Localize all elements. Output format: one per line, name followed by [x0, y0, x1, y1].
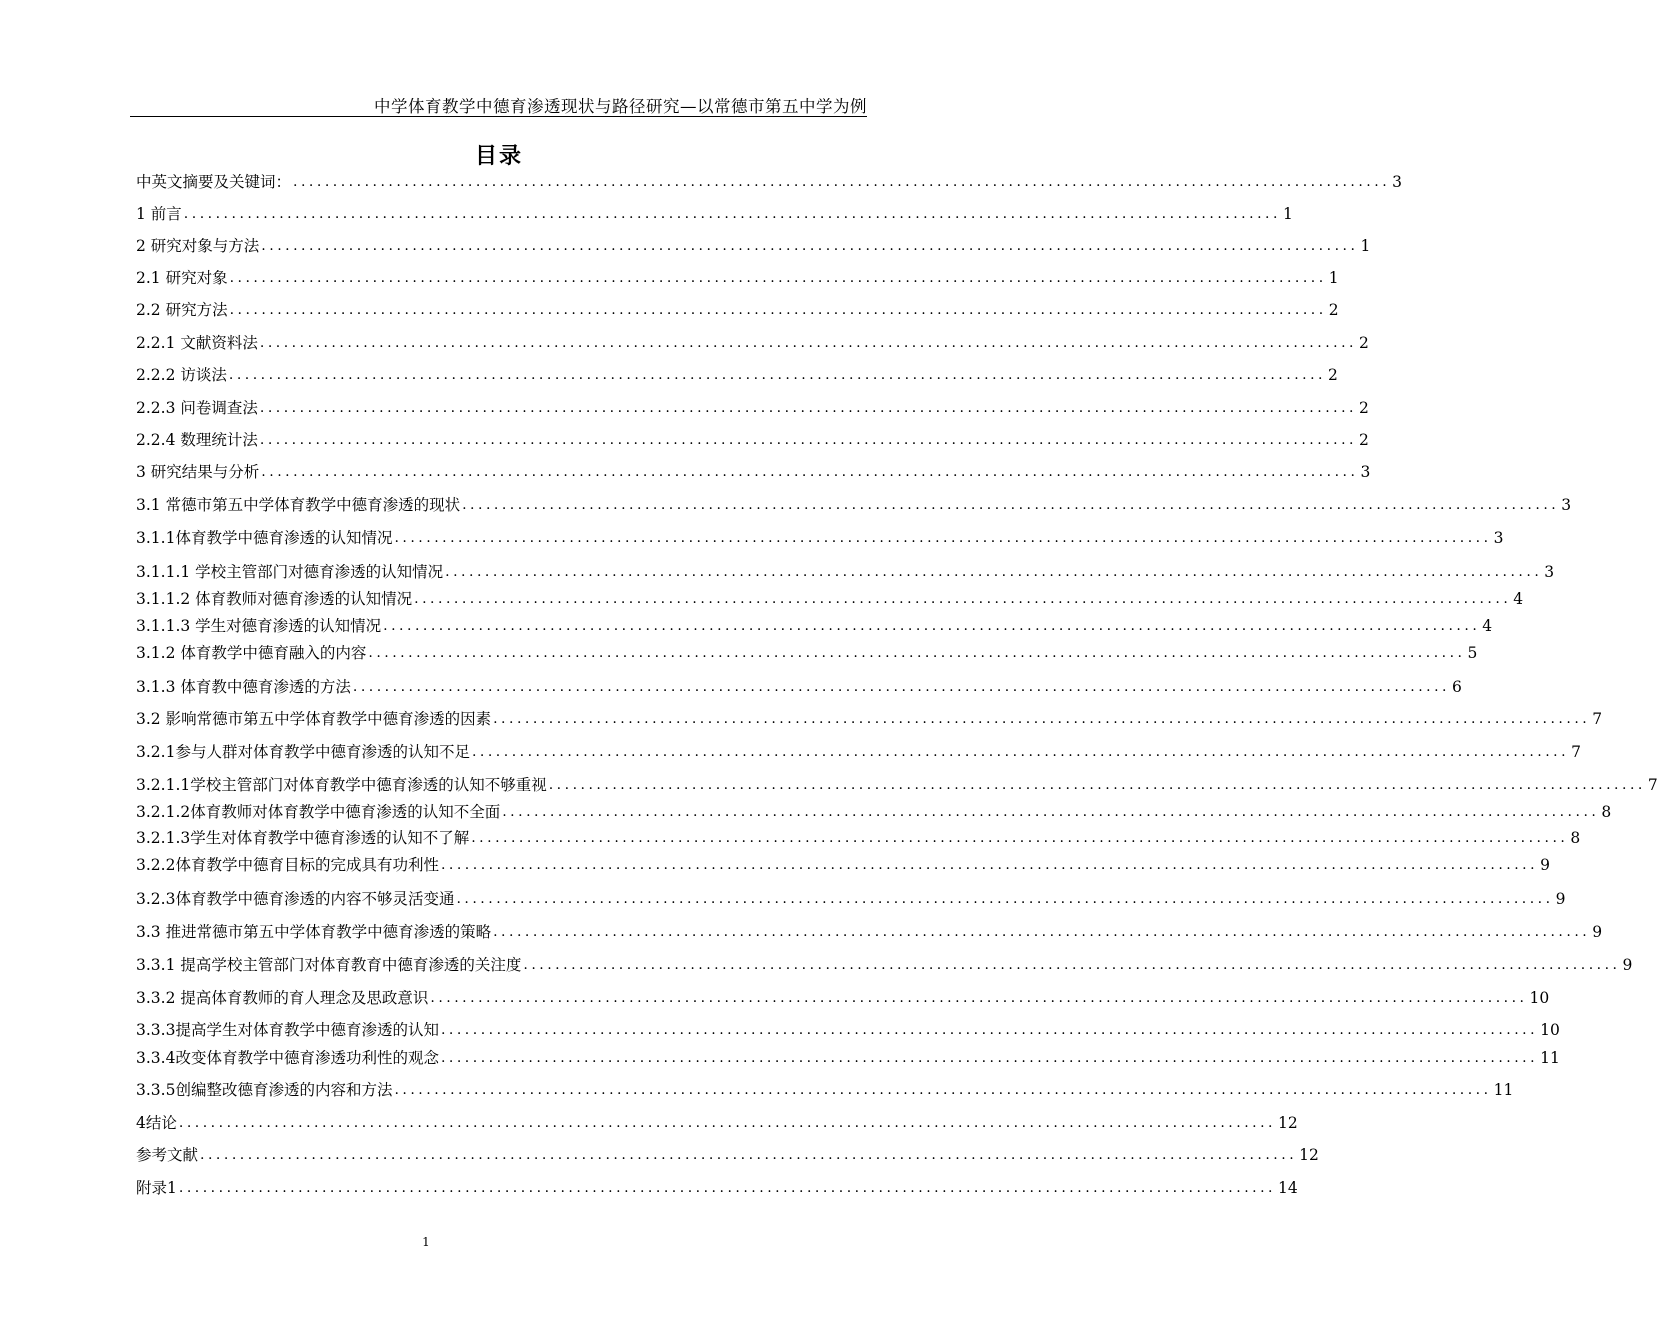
toc-entry-label: 3.3.2 提高体育教师的育人理念及思政意识 [136, 989, 429, 1007]
toc-entry-page: 9 [1592, 923, 1603, 941]
toc-leader-dots: .......................................................................................................................................... [229, 302, 1327, 318]
toc-entry[interactable] [136, 363, 1338, 385]
toc-entry-page: 1 [1360, 237, 1371, 255]
toc-leader-dots: .......................................................................................................................................... [394, 1082, 1492, 1098]
toc-entry-page: 2 [1359, 431, 1369, 449]
toc-leader-dots: .......................................................................................................................................... [502, 804, 1600, 820]
toc-entry-page: 12 [1299, 1146, 1319, 1164]
toc-entry-label: 2.2.3 问卷调查法 [136, 399, 258, 417]
toc-leader-dots: .......................................................................................................................................... [383, 618, 1481, 634]
toc-list [136, 0, 1658, 1300]
toc-entry-label: 参考文献 [136, 1146, 199, 1164]
toc-entry-label: 3.3.3提高学生对体育教学中德育渗透的认知 [136, 1021, 439, 1039]
toc-entry-page: 5 [1467, 644, 1478, 662]
page-number: 1 [422, 1235, 430, 1249]
toc-entry-label: 3.1.2 体育教学中德育融入的内容 [136, 644, 367, 662]
toc-leader-dots: .......................................................................................................................................... [493, 924, 1591, 940]
toc-entry-page: 9 [1540, 856, 1550, 874]
toc-entry-label: 2.1 研究对象 [136, 269, 228, 287]
toc-leader-dots: .......................................................................................................................................... [523, 957, 1621, 973]
toc-entry-label: 3.1.1.1 学校主管部门对德育渗透的认知情况 [136, 563, 444, 581]
toc-entry[interactable] [136, 428, 1369, 450]
toc-leader-dots: .......................................................................................................................................... [493, 711, 1591, 727]
toc-entry-page: 2 [1359, 399, 1369, 417]
toc-entry[interactable] [136, 675, 1462, 697]
toc-entry-label: 2.2.4 数理统计法 [136, 431, 258, 449]
toc-entry[interactable] [136, 953, 1633, 975]
toc-entry-page: 4 [1482, 617, 1493, 635]
toc-leader-dots: .......................................................................................................................................... [200, 1147, 1298, 1163]
toc-leader-dots: .......................................................................................................................................... [183, 206, 1281, 222]
toc-leader-dots: .......................................................................................................................................... [261, 238, 1359, 254]
toc-entry-page: 2 [1359, 334, 1369, 352]
toc-entry-page: 1 [1328, 269, 1339, 287]
toc-entry[interactable] [136, 614, 1493, 636]
toc-title: 目录 [474, 144, 523, 169]
toc-entry[interactable] [136, 493, 1572, 515]
toc-leader-dots: .......................................................................................................................................... [259, 432, 1358, 448]
toc-leader-dots: .......................................................................................................................................... [228, 367, 1327, 383]
toc-entry[interactable] [136, 331, 1369, 353]
toc-leader-dots: .......................................................................................................................................... [414, 591, 1512, 607]
toc-entry-page: 10 [1529, 989, 1550, 1007]
toc-entry-page: 7 [1647, 776, 1658, 794]
toc-entry-label: 3.2.1.1学校主管部门对体育教学中德育渗透的认知不够重视 [136, 776, 547, 794]
toc-leader-dots: .......................................................................................................................................... [456, 891, 1554, 907]
toc-entry-label: 3.1 常德市第五中学体育教学中德育渗透的现状 [136, 496, 461, 514]
toc-leader-dots: .......................................................................................................................................... [440, 857, 1539, 873]
toc-entry[interactable] [136, 800, 1612, 822]
toc-leader-dots: .......................................................................................................................................... [471, 830, 1569, 846]
toc-entry-page: 3 [1561, 496, 1572, 514]
toc-leader-dots: .......................................................................................................................................... [229, 270, 1327, 286]
toc-entry-page: 11 [1540, 1049, 1560, 1067]
toc-entry-label: 附录1 [136, 1179, 177, 1197]
toc-entry[interactable] [136, 202, 1293, 224]
toc-entry-label: 3.2 影响常德市第五中学体育教学中德育渗透的因素 [136, 710, 492, 728]
toc-entry-label: 2.2.1 文献资料法 [136, 334, 258, 352]
toc-entry-page: 3 [1360, 463, 1371, 481]
toc-entry-label: 3.2.1参与人群对体育教学中德育渗透的认知不足 [136, 743, 470, 761]
toc-entry[interactable] [136, 266, 1339, 288]
toc-leader-dots: .......................................................................................................................................... [462, 497, 1560, 513]
toc-leader-dots: .......................................................................................................................................... [368, 645, 1466, 661]
toc-entry-page: 7 [1571, 743, 1581, 761]
toc-leader-dots: .......................................................................................................................................... [293, 174, 1391, 190]
toc-entry[interactable] [136, 560, 1555, 582]
toc-entry-label: 3.1.1体育教学中德育渗透的认知情况 [136, 529, 393, 547]
toc-entry-label: 3.2.1.3学生对体育教学中德育渗透的认知不了解 [136, 829, 470, 847]
toc-entry-page: 3 [1493, 529, 1504, 547]
toc-leader-dots: .......................................................................................................................................... [394, 530, 1492, 546]
toc-entry-label: 3.3.4改变体育教学中德育渗透功利性的观念 [136, 1049, 439, 1067]
toc-entry[interactable] [136, 826, 1581, 848]
toc-entry-label: 3.2.1.2体育教师对体育教学中德育渗透的认知不全面 [136, 803, 501, 821]
toc-entry[interactable] [136, 773, 1658, 795]
toc-leader-dots: .......................................................................................................................................... [259, 400, 1358, 416]
toc-entry-label: 3.1.3 体育教中德育渗透的方法 [136, 678, 351, 696]
toc-entry-label: 2.2 研究方法 [136, 301, 228, 319]
toc-entry[interactable] [136, 1018, 1560, 1040]
toc-leader-dots: .......................................................................................................................................... [261, 464, 1359, 480]
toc-entry[interactable] [136, 986, 1550, 1008]
toc-entry-label: 3.1.1.2 体育教师对德育渗透的认知情况 [136, 590, 413, 608]
toc-entry-label: 3.2.3体育教学中德育渗透的内容不够灵活变通 [136, 890, 455, 908]
toc-entry-page: 12 [1278, 1114, 1298, 1132]
toc-entry[interactable] [136, 526, 1504, 548]
toc-leader-dots: .......................................................................................................................................... [548, 777, 1646, 793]
toc-entry[interactable] [136, 170, 1403, 192]
toc-entry-page: 8 [1570, 829, 1581, 847]
toc-entry[interactable] [136, 1143, 1319, 1165]
toc-entry[interactable] [136, 1111, 1298, 1133]
toc-entry-label: 3.3 推进常德市第五中学体育教学中德育渗透的策略 [136, 923, 492, 941]
toc-entry-page: 11 [1493, 1081, 1514, 1099]
toc-leader-dots: .......................................................................................................................................... [178, 1115, 1277, 1131]
toc-entry-page: 9 [1622, 956, 1633, 974]
toc-leader-dots: .......................................................................................................................................... [352, 679, 1451, 695]
toc-entry[interactable] [136, 587, 1524, 609]
toc-entry-page: 9 [1555, 890, 1566, 908]
toc-leader-dots: .......................................................................................................................................... [471, 744, 1570, 760]
toc-entry[interactable] [136, 460, 1371, 482]
toc-entry-label: 4结论 [136, 1114, 177, 1132]
toc-entry-label: 2.2.2 访谈法 [136, 366, 227, 384]
toc-entry-page: 2 [1328, 301, 1339, 319]
toc-entry[interactable] [136, 234, 1371, 256]
toc-leader-dots: .......................................................................................................................................... [440, 1022, 1539, 1038]
toc-entry-page: 14 [1278, 1179, 1298, 1197]
toc-entry-page: 10 [1540, 1021, 1560, 1039]
toc-entry[interactable] [136, 740, 1581, 762]
toc-entry[interactable] [136, 1046, 1560, 1068]
toc-entry-label: 3.1.1.3 学生对德育渗透的认知情况 [136, 617, 382, 635]
toc-entry[interactable] [136, 641, 1478, 663]
toc-entry-page: 3 [1392, 173, 1403, 191]
toc-entry-page: 3 [1544, 563, 1555, 581]
toc-entry-page: 4 [1513, 590, 1524, 608]
toc-entry-label: 2 研究对象与方法 [136, 237, 260, 255]
toc-entry[interactable] [136, 707, 1603, 729]
toc-leader-dots: .......................................................................................................................................... [259, 335, 1358, 351]
toc-entry[interactable] [136, 1078, 1514, 1100]
toc-leader-dots: .......................................................................................................................................... [445, 564, 1543, 580]
toc-entry[interactable] [136, 920, 1603, 942]
toc-entry[interactable] [136, 853, 1550, 875]
toc-entry-label: 1 前言 [136, 205, 182, 223]
toc-entry[interactable] [136, 298, 1339, 320]
toc-leader-dots: .......................................................................................................................................... [430, 990, 1528, 1006]
toc-entry-label: 3.3.5创编整改德育渗透的内容和方法 [136, 1081, 393, 1099]
toc-entry-label: 中英文摘要及关键词： [136, 173, 292, 191]
toc-entry-page: 6 [1452, 678, 1462, 696]
toc-entry-page: 1 [1282, 205, 1293, 223]
toc-entry[interactable] [136, 1176, 1298, 1198]
toc-leader-dots: .......................................................................................................................................... [440, 1050, 1539, 1066]
toc-entry[interactable] [136, 396, 1369, 418]
toc-entry-page: 2 [1328, 366, 1338, 384]
toc-entry-page: 7 [1592, 710, 1603, 728]
running-header: 中学体育教学中德育渗透现状与路径研究—以常德市第五中学为例 [374, 97, 867, 116]
toc-entry-label: 3.2.2体育教学中德育目标的完成具有功利性 [136, 856, 439, 874]
toc-entry-page: 8 [1601, 803, 1612, 821]
toc-entry-label: 3 研究结果与分析 [136, 463, 260, 481]
toc-leader-dots: .......................................................................................................................................... [178, 1180, 1277, 1196]
toc-entry[interactable] [136, 887, 1566, 909]
toc-entry-label: 3.3.1 提高学校主管部门对体育教育中德育渗透的关注度 [136, 956, 522, 974]
